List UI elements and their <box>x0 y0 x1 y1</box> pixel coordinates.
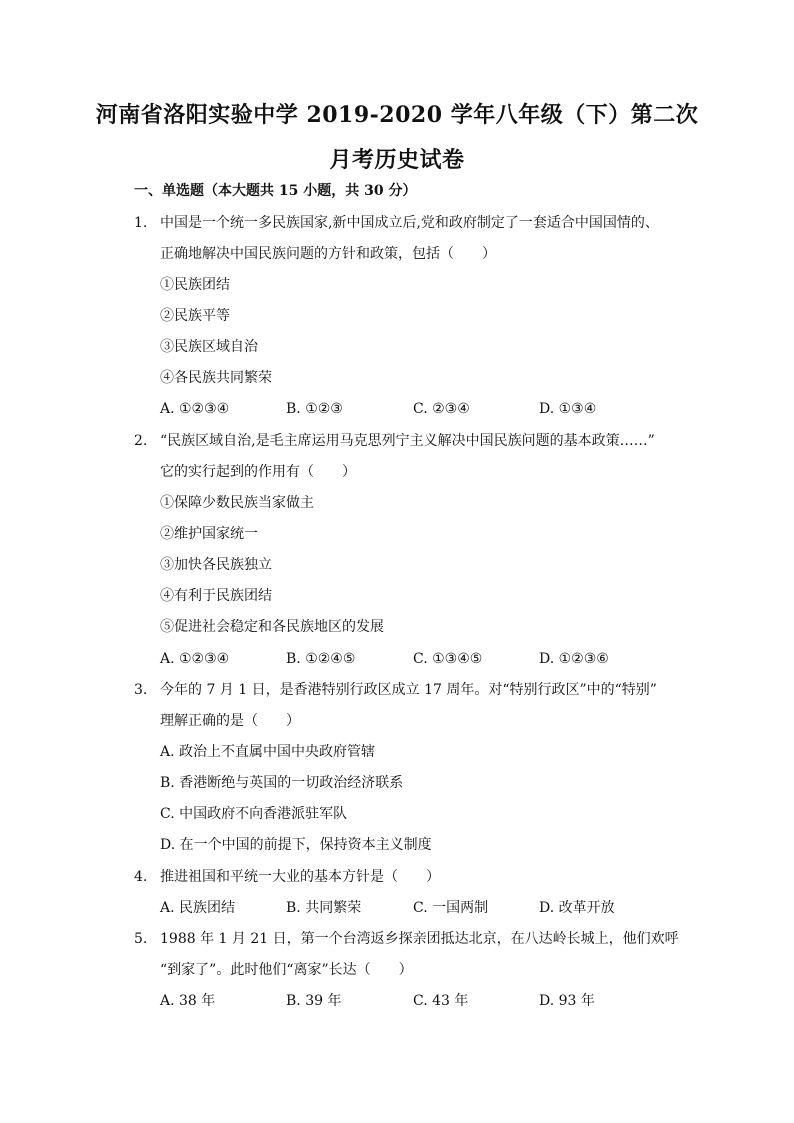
option-c: C. ①③④⑤ <box>413 651 483 667</box>
page-title-line-1: 河南省洛阳实验中学 2019-2020 学年八年级（下）第二次 <box>95 102 699 128</box>
statement-item: ⑤促进社会稳定和各民族地区的发展 <box>160 619 384 635</box>
option-c: C. 一国两制 <box>413 900 489 916</box>
question-stem-line: “到家了”。此时他们“离家”长达（ ） <box>160 962 413 978</box>
option-d: D. 93 年 <box>539 993 595 1009</box>
statement-item: ②维护国家统一 <box>160 526 258 542</box>
option-b: B. ①②④⑤ <box>286 651 356 667</box>
option-b: B. ①②③ <box>286 401 343 417</box>
option-a: A. ①②③④ <box>160 651 230 667</box>
question-stem-line: 1988 年 1 月 21 日，第一个台湾返乡探亲团抵达北京，在八达岭长城上，他们欢呼 <box>160 931 679 947</box>
statement-item: ②民族平等 <box>160 308 230 324</box>
question-stem-line: 正确地解决中国民族问题的方针和政策，包括（ ） <box>160 246 496 262</box>
statement-item: ①民族团结 <box>160 277 230 293</box>
option-c: C. 中国政府不向香港派驻军队 <box>160 806 348 822</box>
question-number: 5. <box>134 931 148 947</box>
option-d: D. ①③④ <box>539 401 597 417</box>
option-a: A. ①②③④ <box>160 401 230 417</box>
question-number: 1. <box>134 215 148 231</box>
option-b: B. 香港断绝与英国的一切政治经济联系 <box>160 775 404 791</box>
question-stem-line: 推进祖国和平统一大业的基本方针是（ ） <box>160 869 440 885</box>
statement-item: ③民族区域自治 <box>160 339 258 355</box>
statement-item: ①保障少数民族当家做主 <box>160 495 314 511</box>
question-stem-line: 中国是一个统一多民族国家,新中国成立后,党和政府制定了一套适合中国国情的、 <box>160 215 659 231</box>
option-d: D. 在一个中国的前提下，保持资本主义制度 <box>160 837 432 853</box>
section-heading: 一、单选题（本大题共 15 小题，共 30 分） <box>134 183 417 199</box>
question-number: 2. <box>134 433 148 449</box>
question-stem-line: 它的实行起到的作用有（ ） <box>160 464 356 480</box>
option-a: A. 政治上不直属中国中央政府管辖 <box>160 744 376 760</box>
option-b: B. 共同繁荣 <box>286 900 362 916</box>
question-stem-line: 理解正确的是（ ） <box>160 713 300 729</box>
statement-item: ③加快各民族独立 <box>160 557 272 573</box>
question-number: 3. <box>134 682 148 698</box>
option-d: D. 改革开放 <box>539 900 615 916</box>
option-a: A. 38 年 <box>160 993 216 1009</box>
question-stem-line: “民族区域自治,是毛主席运用马克思列宁主义解决中国民族问题的基本政策……” <box>160 433 655 449</box>
question-stem-line: 今年的 7 月 1 日，是香港特别行政区成立 17 周年。对“特别行政区”中的“特别” <box>160 682 657 698</box>
option-c: C. ②③④ <box>413 401 470 417</box>
page-title-line-2: 月考历史试卷 <box>329 147 465 173</box>
statement-item: ④有利于民族团结 <box>160 588 272 604</box>
option-a: A. 民族团结 <box>160 900 236 916</box>
statement-item: ④各民族共同繁荣 <box>160 370 272 386</box>
option-c: C. 43 年 <box>413 993 469 1009</box>
option-d: D. ①②③⑥ <box>539 651 609 667</box>
option-b: B. 39 年 <box>286 993 342 1009</box>
question-number: 4. <box>134 869 148 885</box>
